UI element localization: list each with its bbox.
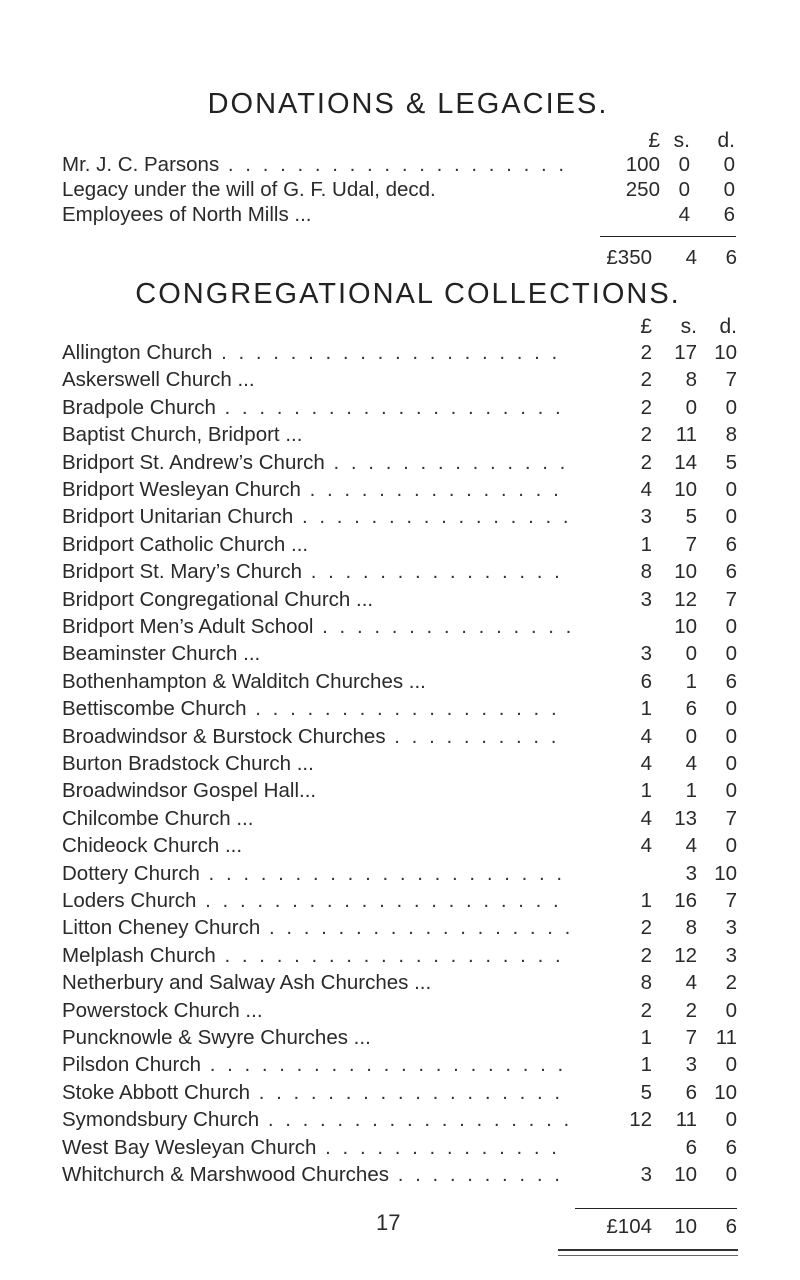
table-row (0, 340, 800, 370)
row-pence: 3 (725, 916, 737, 940)
row-label: Broadwindsor Gospel Hall... (62, 779, 317, 803)
row-pence: 7 (725, 368, 737, 392)
collections-total-pence: 6 (725, 1215, 737, 1238)
row-pence: 0 (725, 834, 737, 858)
row-pence: 10 (714, 1080, 737, 1104)
row-label: Litton Cheney Church . . . (62, 915, 570, 941)
row-label: Stoke Abbott Church . . . (62, 1080, 570, 1106)
row-pounds: 1 (640, 532, 652, 556)
row-shillings: 17 (674, 341, 697, 364)
row-pence: 0 (725, 395, 737, 419)
row-pounds: 2 (640, 943, 652, 967)
table-row (0, 669, 800, 699)
table-row (0, 943, 800, 973)
row-shillings: 11 (675, 1108, 697, 1132)
row-label: Bridport Wesleyan Church . . . (62, 477, 570, 503)
row-label: Powerstock Church ... (62, 998, 263, 1022)
row-label: Mr. J. C. Parsons . . . (62, 152, 570, 178)
table-row (0, 1135, 800, 1165)
row-label: Burton Bradstock Church ... (62, 752, 314, 775)
row-pence: 0 (723, 178, 735, 201)
table-row (0, 1080, 800, 1110)
row-pence: 0 (725, 615, 737, 638)
row-pounds: 6 (640, 669, 652, 693)
row-shillings: 7 (685, 532, 697, 556)
row-label: West Bay Wesleyan Church . . . (62, 1135, 570, 1161)
row-shillings: 3 (685, 861, 697, 885)
row-pounds: 1 (640, 697, 652, 721)
row-pence: 0 (725, 478, 737, 501)
row-label: Chideock Church ... (62, 834, 243, 858)
shillings-header: s. (680, 315, 697, 338)
row-pence: 2 (725, 971, 737, 995)
row-shillings: 5 (685, 505, 697, 529)
row-shillings: 6 (685, 1135, 697, 1159)
row-pounds: 4 (640, 724, 652, 748)
row-label: Legacy under the will of G. F. Udal, decd. (62, 178, 436, 201)
pounds-header: £ (640, 315, 652, 338)
table-row (0, 367, 800, 397)
row-pounds: 4 (640, 752, 652, 775)
table-row (0, 587, 800, 617)
row-label: Netherbury and Salway Ash Churches ... (62, 971, 432, 995)
pounds-header: £ (648, 129, 660, 152)
row-label: Bettiscombe Church . . . (62, 696, 570, 722)
row-pence: 0 (725, 1108, 737, 1132)
row-shillings: 4 (685, 752, 697, 775)
row-shillings: 3 (685, 1053, 697, 1077)
table-row (0, 696, 800, 726)
row-pounds: 8 (640, 971, 652, 995)
row-label: Dottery Church . . . (62, 861, 570, 887)
donations-total-shillings: 4 (685, 246, 697, 269)
row-pence: 6 (725, 669, 737, 693)
row-pounds: 3 (640, 1163, 652, 1186)
row-shillings: 0 (685, 642, 697, 666)
table-row (0, 614, 800, 644)
row-pounds: 1 (640, 1026, 652, 1049)
row-pounds: 2 (640, 423, 652, 447)
row-shillings: 10 (674, 560, 697, 584)
table-row (0, 1107, 800, 1137)
shillings-header: s. (673, 129, 690, 152)
table-row (0, 1025, 800, 1055)
donations-total-rule (600, 236, 736, 237)
row-label: Puncknowle & Swyre Churches ... (62, 1026, 371, 1049)
row-pence: 10 (714, 341, 737, 364)
row-shillings: 0 (685, 724, 697, 748)
donations-total-pence: 6 (725, 246, 737, 269)
table-row (0, 970, 800, 1000)
table-row (0, 998, 800, 1028)
row-shillings: 4 (678, 203, 690, 226)
row-pence: 0 (725, 1163, 737, 1186)
row-shillings: 1 (685, 779, 697, 803)
table-row (0, 806, 800, 836)
collections-total-pounds: £104 (606, 1215, 652, 1238)
row-pounds: 2 (640, 395, 652, 419)
table-row (0, 504, 800, 534)
row-label: Bridport St. Mary’s Church . . . (62, 559, 570, 585)
row-shillings: 12 (674, 943, 697, 967)
pence-header: d. (717, 129, 735, 152)
row-pounds: 8 (640, 560, 652, 584)
table-row (0, 395, 800, 425)
row-shillings: 1 (685, 669, 697, 693)
row-pounds: 2 (640, 998, 652, 1022)
row-shillings: 6 (685, 1080, 697, 1104)
row-label: Pilsdon Church . . . (62, 1052, 570, 1078)
row-pence: 6 (725, 560, 737, 584)
table-row (0, 888, 800, 918)
row-pounds: 2 (640, 341, 652, 364)
table-row (0, 422, 800, 452)
row-shillings: 8 (685, 368, 697, 392)
row-pounds: 2 (640, 450, 652, 474)
row-label: Askerswell Church ... (62, 368, 255, 392)
row-pounds: 1 (640, 1053, 652, 1077)
row-pence: 0 (725, 724, 737, 748)
row-pence: 3 (725, 943, 737, 967)
table-row (0, 724, 800, 754)
row-pence: 0 (725, 1053, 737, 1077)
row-label: Bradpole Church . . . (62, 395, 570, 421)
row-shillings: 10 (674, 1163, 697, 1186)
row-pounds: 3 (640, 587, 652, 611)
table-row (0, 450, 800, 480)
row-pounds: 1 (640, 889, 652, 912)
row-label: Melplash Church . . . (62, 943, 570, 969)
table-row (0, 915, 800, 945)
row-pence: 6 (723, 203, 735, 226)
row-label: Bridport Unitarian Church . . . (62, 504, 570, 530)
row-shillings: 0 (678, 178, 690, 201)
row-label: Allington Church . . . (62, 340, 570, 366)
row-shillings: 0 (685, 395, 697, 419)
donations-heading: DONATIONS & LEGACIES. (207, 88, 609, 120)
row-pounds: 4 (640, 834, 652, 858)
row-pounds: 250 (625, 178, 660, 201)
row-pounds: 3 (640, 642, 652, 666)
row-pence: 0 (725, 642, 737, 666)
row-pence: 7 (725, 587, 737, 611)
row-pence: 0 (725, 779, 737, 803)
row-shillings: 7 (685, 1026, 697, 1049)
row-shillings: 10 (674, 615, 697, 638)
pence-header: d. (719, 315, 737, 338)
row-shillings: 10 (674, 478, 697, 501)
row-pence: 0 (725, 998, 737, 1022)
row-shillings: 2 (685, 998, 697, 1022)
row-pounds: 2 (640, 916, 652, 940)
row-pence: 6 (725, 1135, 737, 1159)
table-row (0, 559, 800, 589)
row-shillings: 8 (685, 916, 697, 940)
double-underline (558, 1249, 738, 1256)
page-number: 17 (376, 1210, 401, 1235)
row-label: Broadwindsor & Burstock Churches . . . (62, 724, 570, 750)
row-pounds: 4 (640, 806, 652, 830)
row-pence: 8 (725, 423, 737, 447)
row-pence: 10 (714, 861, 737, 885)
table-row (0, 202, 800, 232)
row-label: Symondsbury Church . . . (62, 1107, 570, 1133)
row-shillings: 4 (685, 834, 697, 858)
row-pence: 7 (725, 806, 737, 830)
row-label: Beaminster Church ... (62, 642, 261, 666)
row-label: Bridport Congregational Church ... (62, 587, 374, 611)
row-shillings: 13 (674, 806, 697, 830)
table-row (0, 751, 800, 781)
row-shillings: 14 (674, 450, 697, 474)
row-pounds: 3 (640, 505, 652, 529)
row-label: Chilcombe Church ... (62, 806, 254, 830)
collections-heading: CONGREGATIONAL COLLECTIONS. (135, 278, 681, 310)
collections-total-rule (575, 1208, 737, 1209)
row-pence: 6 (725, 532, 737, 556)
row-pence: 0 (725, 505, 737, 529)
table-row (0, 477, 800, 507)
collections-total-shillings: 10 (674, 1215, 697, 1238)
row-shillings: 12 (674, 587, 697, 611)
donations-total-pounds: £350 (606, 246, 652, 269)
table-row (0, 532, 800, 562)
row-pence: 7 (725, 889, 737, 912)
row-label: Loders Church . . . (62, 888, 570, 914)
row-shillings: 16 (674, 889, 697, 912)
row-pounds: 5 (640, 1080, 652, 1104)
table-row (0, 1162, 800, 1192)
row-label: Whitchurch & Marshwood Churches . . . (62, 1162, 570, 1188)
row-label: Bridport Men’s Adult School . . . (62, 614, 570, 640)
row-pence: 5 (725, 450, 737, 474)
table-row (0, 641, 800, 671)
row-shillings: 11 (675, 423, 697, 447)
row-shillings: 0 (678, 153, 690, 176)
row-pounds: 2 (640, 368, 652, 392)
row-shillings: 4 (685, 971, 697, 995)
table-row (0, 778, 800, 808)
table-row (0, 1052, 800, 1082)
row-label: Bridport St. Andrew’s Church . . . (62, 450, 570, 476)
row-pence: 0 (725, 697, 737, 721)
row-shillings: 6 (685, 697, 697, 721)
row-pounds: 4 (640, 478, 652, 501)
row-pence: 0 (723, 153, 735, 176)
row-pounds: 1 (640, 779, 652, 803)
table-row (0, 861, 800, 891)
row-pounds: 100 (625, 153, 660, 176)
collections-total-row (0, 1214, 800, 1244)
table-row (0, 833, 800, 863)
row-label: Baptist Church, Bridport ... (62, 423, 303, 447)
row-label: Employees of North Mills ... (62, 203, 312, 226)
row-label: Bothenhampton & Walditch Churches ... (62, 669, 426, 693)
row-pence: 0 (725, 752, 737, 775)
row-pence: 11 (715, 1026, 737, 1049)
row-label: Bridport Catholic Church ... (62, 532, 309, 556)
row-pounds: 12 (629, 1108, 652, 1132)
donations-total-row (0, 245, 800, 275)
